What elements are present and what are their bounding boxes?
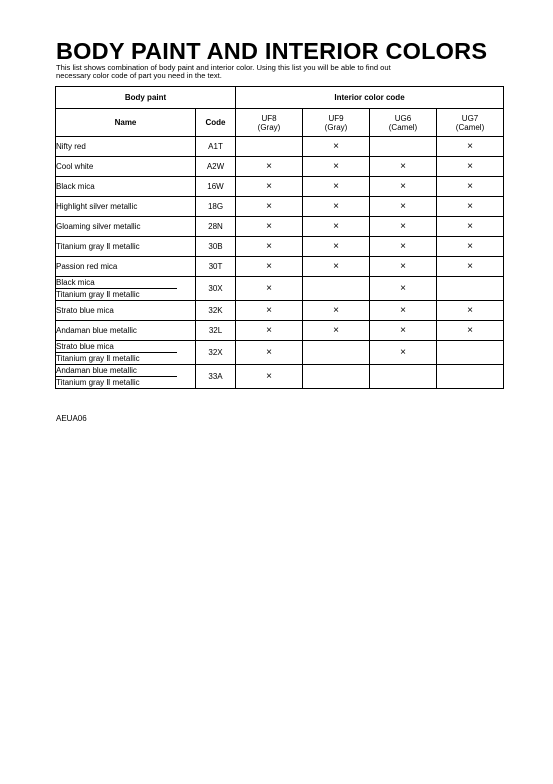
paint-name-cell (56, 177, 196, 197)
table-row (56, 177, 504, 197)
combination-mark: × (437, 197, 504, 217)
table-row (56, 321, 504, 341)
paint-name-cell (56, 341, 196, 365)
table-row (56, 237, 504, 257)
combination-mark: × (236, 197, 303, 217)
combination-mark: × (437, 137, 504, 157)
combination-mark: × (303, 177, 370, 197)
table-row (56, 341, 504, 365)
combination-mark: × (370, 217, 437, 237)
paint-name-cell (56, 137, 196, 157)
paint-name-cell (56, 365, 196, 389)
paint-name: Titanium gray Ⅱ metallic (56, 242, 140, 251)
paint-name: Highlight silver metallic (56, 202, 138, 211)
paint-code-cell: A2W (196, 157, 236, 177)
interior-color: (Gray) (257, 122, 281, 132)
interior-column-header (370, 109, 437, 137)
table-row (56, 197, 504, 217)
intro-text (56, 64, 496, 81)
combination-mark: × (303, 237, 370, 257)
combination-mark: × (370, 197, 437, 217)
interior-column-header (437, 109, 504, 137)
combination-mark: × (303, 217, 370, 237)
paint-name-cell (56, 197, 196, 217)
paint-name: Passion red mica (56, 262, 118, 271)
page-title: BODY PAINT AND INTERIOR COLORS (56, 38, 488, 64)
combination-mark: × (236, 217, 303, 237)
combination-mark: × (303, 301, 370, 321)
combination-mark: × (370, 237, 437, 257)
paint-name-cell (56, 277, 196, 301)
paint-code-cell: 30X (196, 277, 236, 301)
table-row (56, 137, 504, 157)
combination-mark: × (236, 321, 303, 341)
paint-code-cell: 33A (196, 365, 236, 389)
combination-mark: × (370, 177, 437, 197)
combination-mark: × (437, 217, 504, 237)
interior-code: UF9 (328, 113, 344, 123)
paint-name: Titanium gray Ⅱ metallic (56, 378, 140, 387)
paint-name-cell (56, 321, 196, 341)
combination-mark: × (437, 257, 504, 277)
reference-code: AEUA06 (56, 414, 87, 423)
interior-code: UF8 (261, 113, 277, 123)
combination-mark: × (236, 341, 303, 365)
paint-name: Andaman blue metallic (56, 326, 137, 335)
interior-color-group-header: Interior color code (236, 87, 504, 109)
combination-mark: × (236, 257, 303, 277)
paint-code-cell: 32L (196, 321, 236, 341)
combination-mark: × (437, 237, 504, 257)
combination-mark: × (303, 157, 370, 177)
table-body (56, 137, 504, 389)
interior-color: (Camel) (388, 122, 418, 132)
combination-mark: × (370, 257, 437, 277)
paint-name-cell (56, 157, 196, 177)
combination-mark: × (236, 365, 303, 389)
combination-mark: × (303, 321, 370, 341)
paint-code-cell: 18G (196, 197, 236, 217)
paint-name: Black mica (56, 182, 95, 191)
paint-name: Strato blue mica (56, 306, 114, 315)
paint-name-cell (56, 257, 196, 277)
intro-line: necessary color code of part you need in the text. (56, 71, 222, 81)
combination-mark: × (303, 257, 370, 277)
paint-code-cell: 30T (196, 257, 236, 277)
empty-cell (370, 365, 437, 389)
paint-name: Gloaming silver metallic (56, 222, 141, 231)
paint-name-cell (56, 217, 196, 237)
paint-code-cell: A1T (196, 137, 236, 157)
table-row (56, 157, 504, 177)
combination-mark: × (303, 137, 370, 157)
interior-code: UG7 (461, 113, 479, 123)
combination-mark: × (236, 277, 303, 301)
combination-mark: × (236, 237, 303, 257)
paint-name: Black mica (56, 277, 177, 289)
combination-mark: × (370, 301, 437, 321)
table-row (56, 217, 504, 237)
combination-mark: × (370, 341, 437, 365)
combination-mark: × (437, 157, 504, 177)
paint-name: Cool white (56, 162, 94, 171)
body-paint-group-header: Body paint (56, 87, 236, 109)
interior-column-header (303, 109, 370, 137)
interior-column-header (236, 109, 303, 137)
paint-name-cell (56, 237, 196, 257)
empty-cell (236, 137, 303, 157)
empty-cell (437, 365, 504, 389)
paint-code-cell: 30B (196, 237, 236, 257)
empty-cell (437, 341, 504, 365)
combination-mark: × (370, 277, 437, 301)
empty-cell (437, 277, 504, 301)
paint-code-cell: 28N (196, 217, 236, 237)
table-column-header-row (56, 109, 504, 137)
paint-name-cell (56, 301, 196, 321)
paint-name: Strato blue mica (56, 341, 177, 353)
combination-mark: × (437, 301, 504, 321)
empty-cell (303, 341, 370, 365)
combination-mark: × (437, 321, 504, 341)
paint-name: Andaman blue metallic (56, 365, 177, 377)
table-row (56, 301, 504, 321)
paint-code-cell: 32X (196, 341, 236, 365)
code-column-header: Code (196, 109, 236, 137)
combination-mark: × (370, 321, 437, 341)
interior-color: (Camel) (455, 122, 485, 132)
combination-mark: × (236, 157, 303, 177)
combination-mark: × (370, 157, 437, 177)
empty-cell (370, 137, 437, 157)
paint-name: Titanium gray Ⅱ metallic (56, 354, 140, 363)
combination-mark: × (236, 301, 303, 321)
table-row (56, 257, 504, 277)
paint-code-cell: 32K (196, 301, 236, 321)
combination-mark: × (303, 197, 370, 217)
paint-name: Titanium gray Ⅱ metallic (56, 290, 140, 299)
intro-line: This list shows combination of body paint and interior color. Using this list you will be able to find out (56, 63, 391, 72)
empty-cell (303, 365, 370, 389)
paint-name: Nifty red (56, 142, 86, 151)
combination-mark: × (437, 177, 504, 197)
table-row (56, 277, 504, 301)
interior-color: (Gray) (324, 122, 348, 132)
table-row (56, 365, 504, 389)
color-combination-table (55, 86, 504, 389)
empty-cell (303, 277, 370, 301)
table-group-header-row (56, 87, 504, 109)
combination-mark: × (236, 177, 303, 197)
paint-code-cell: 16W (196, 177, 236, 197)
interior-code: UG6 (394, 113, 412, 123)
name-column-header: Name (56, 109, 196, 137)
